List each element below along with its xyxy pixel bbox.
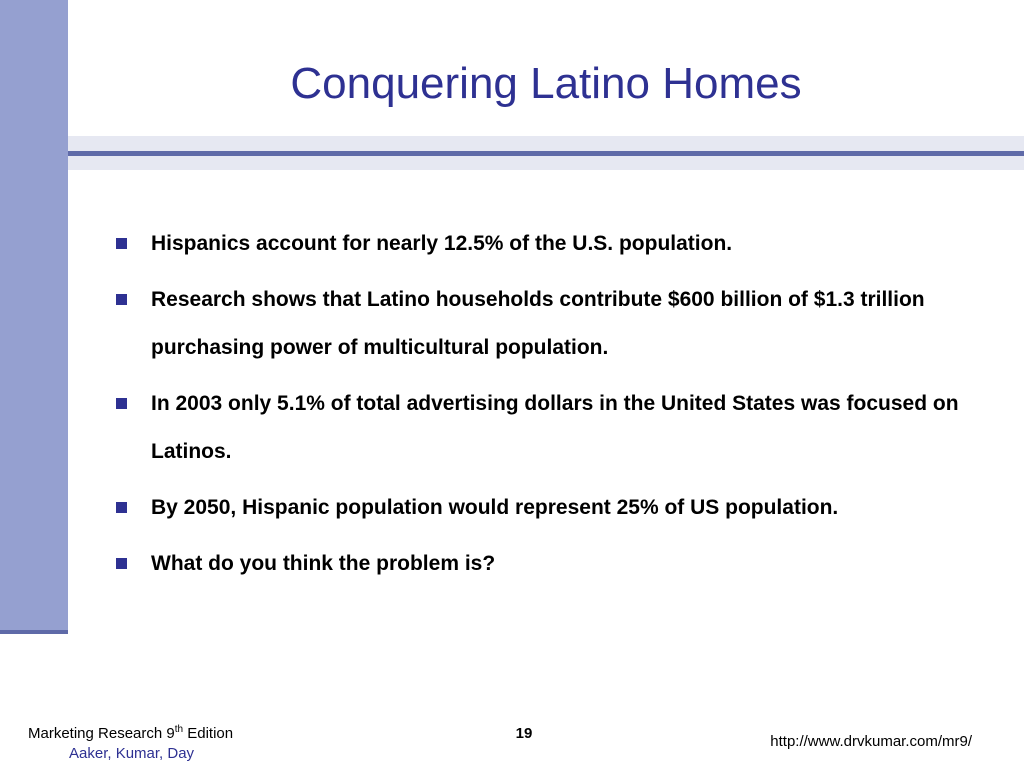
bullet-item [114,380,974,476]
page-number: 19 [515,725,533,742]
bullet-text: Research shows that Latino households contribute $600 billion of $1.3 trillion purchasing power of multicultural population. [151,288,925,359]
footer-authors: Aaker, Kumar, Day [69,745,195,762]
footer-book-title [28,724,233,744]
bullet-item [114,276,974,372]
square-bullet-icon [116,502,127,513]
left-bar-bottom-rule [0,630,68,634]
bullet-text: In 2003 only 5.1% of total advertising dollars in the United States was focused on Latinos. [151,392,959,463]
bullet-item [114,220,974,268]
bullet-list [114,220,974,596]
bullet-text: By 2050, Hispanic population would represent 25% of US population. [151,496,839,519]
slide-title: Conquering Latino Homes [290,59,802,108]
footer-book-suffix: Edition [183,725,234,742]
header-rule [68,151,1024,156]
square-bullet-icon [116,238,127,249]
left-decorative-bar [0,0,68,630]
bullet-item [114,484,974,532]
square-bullet-icon [116,398,127,409]
bullet-text: What do you think the problem is? [151,552,496,575]
square-bullet-icon [116,558,127,569]
square-bullet-icon [116,294,127,305]
bullet-item [114,540,974,588]
footer-book-prefix: Marketing Research 9 [28,725,175,742]
footer-book-superscript: th [174,724,184,735]
footer-url: http://www.drvkumar.com/mr9/ [770,733,972,750]
bullet-text: Hispanics account for nearly 12.5% of the U.S. population. [151,232,733,255]
